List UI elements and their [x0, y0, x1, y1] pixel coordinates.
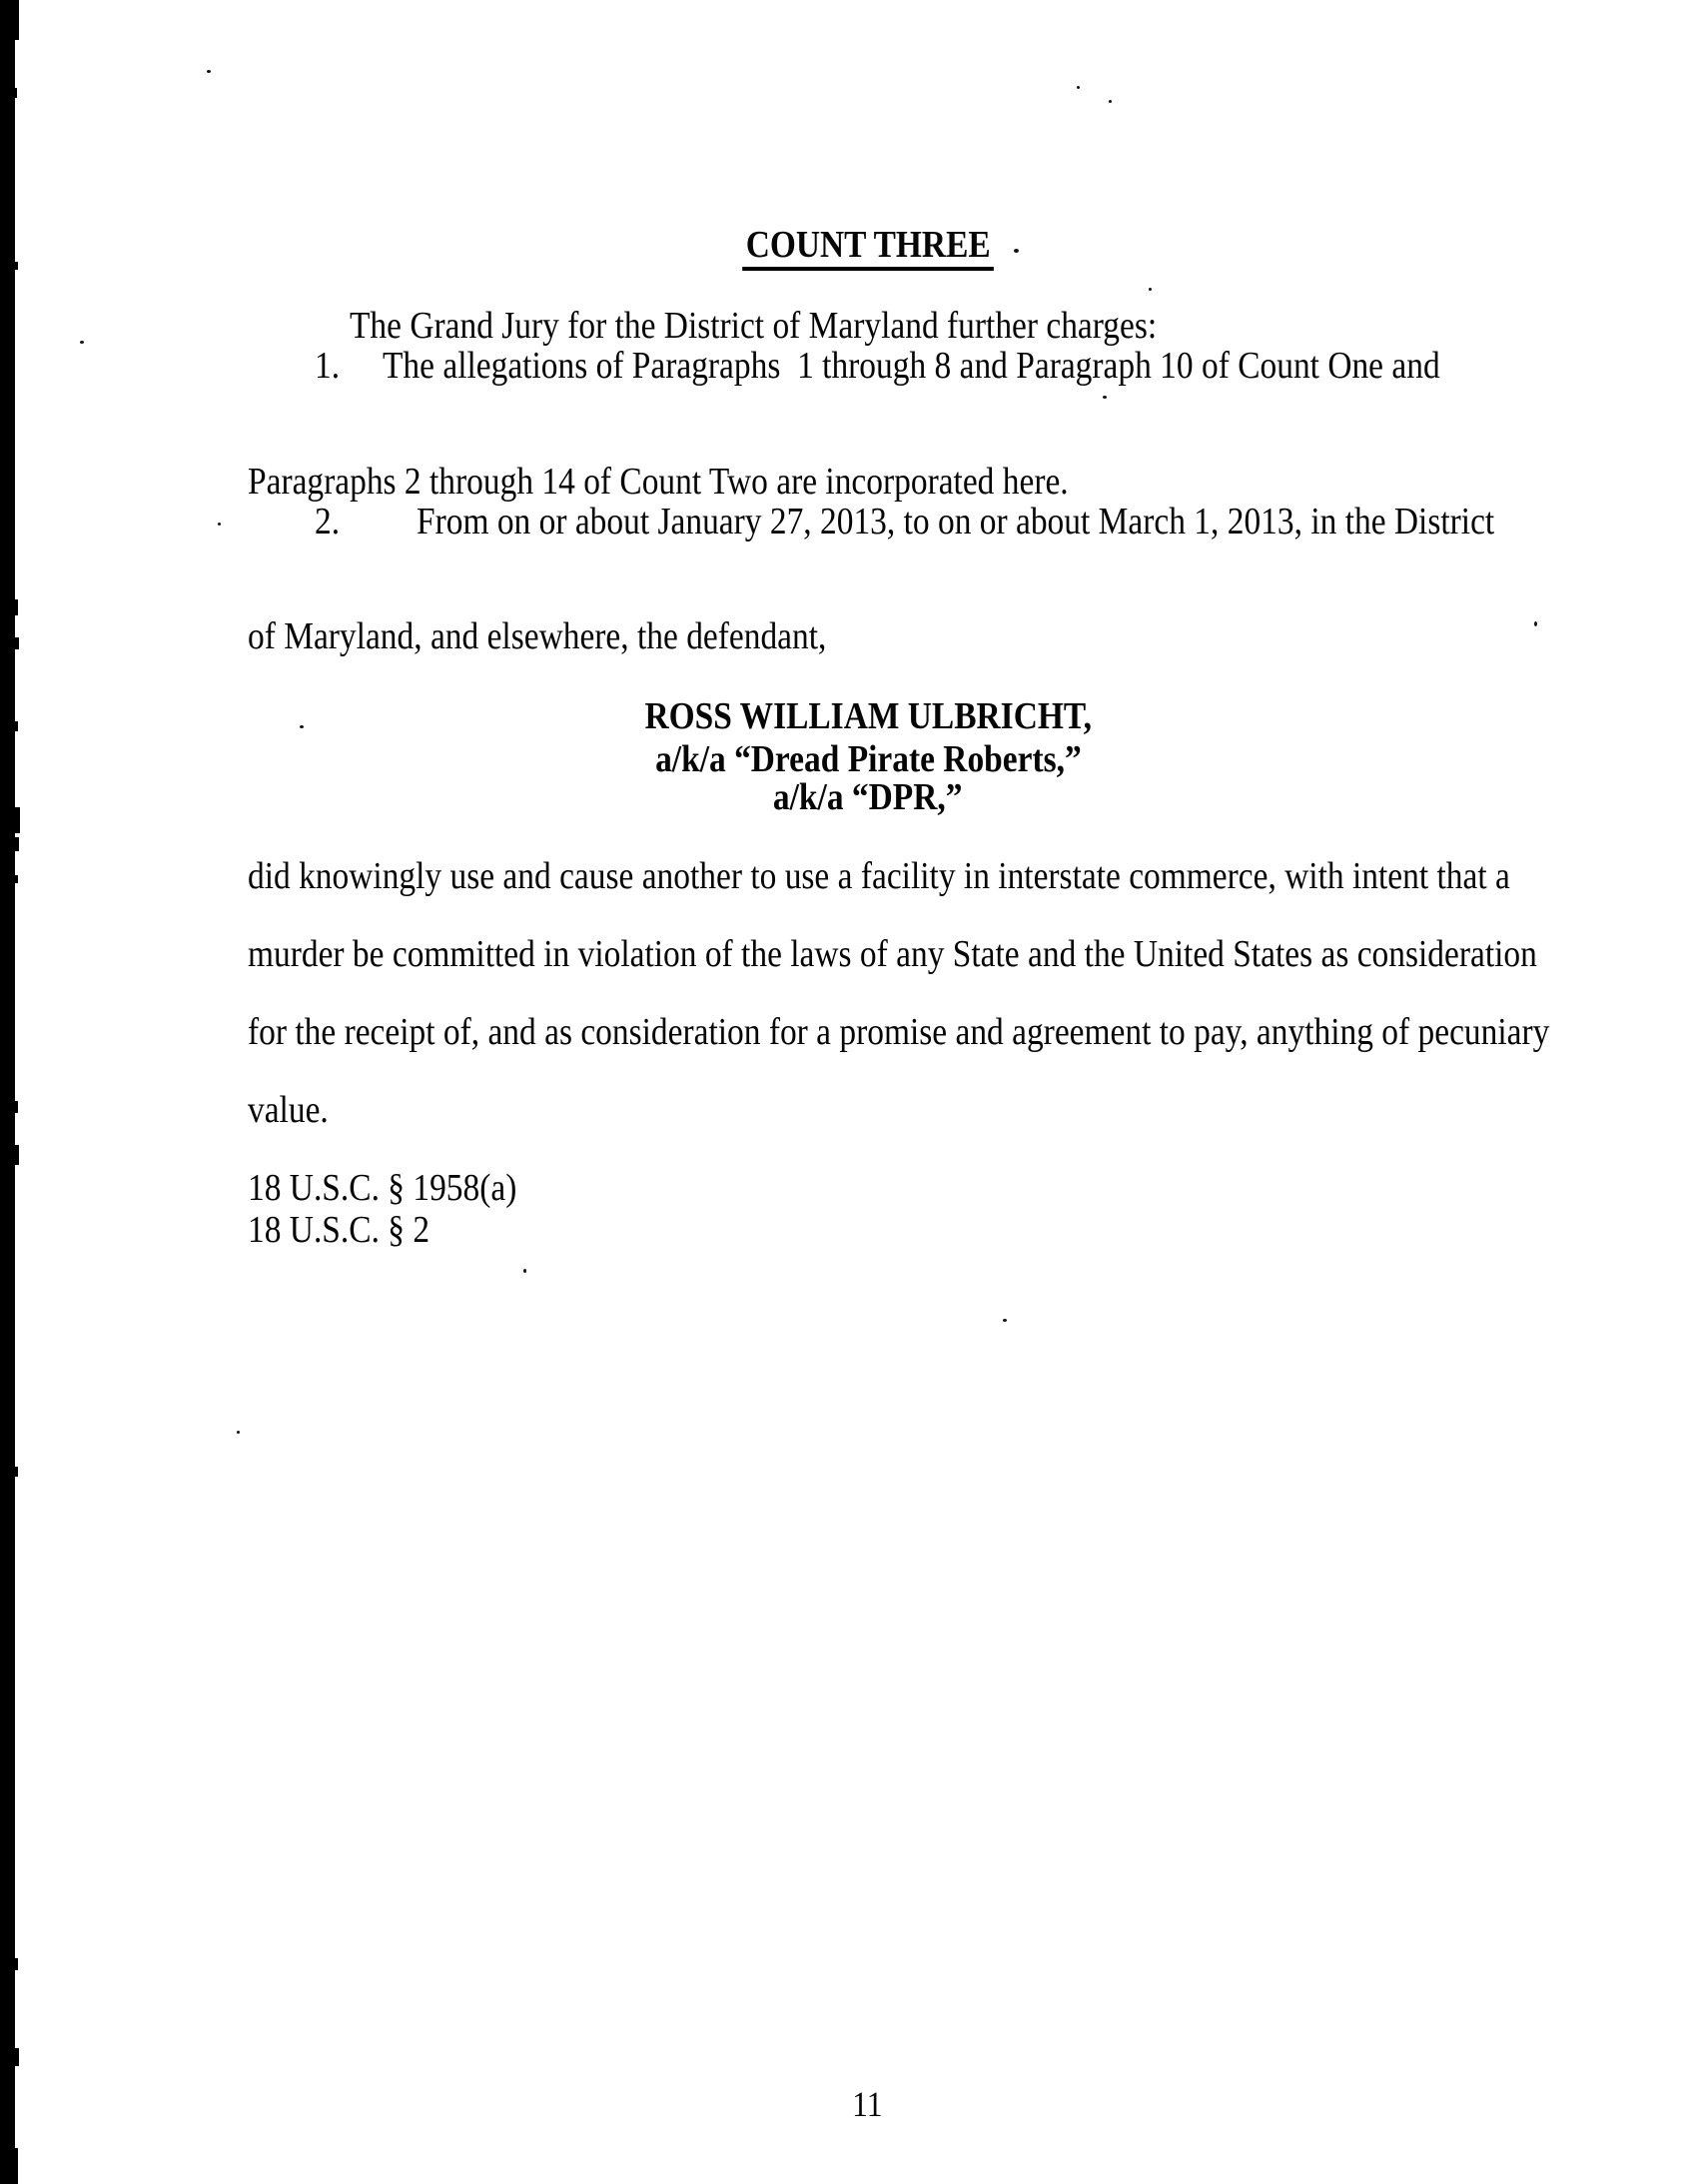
- paragraph-1-line-2: Paragraphs 2 through 14 of Count Two are incorporated here.: [248, 461, 1069, 503]
- defendant-aka-2: a/k/a “DPR,”: [773, 776, 963, 818]
- scan-speck: [207, 70, 211, 73]
- scan-speck: [1149, 288, 1152, 291]
- scan-speck: [80, 341, 84, 344]
- scan-speck: [237, 1431, 240, 1434]
- scan-edge-bump: [15, 88, 17, 98]
- scan-edge-bump: [15, 0, 19, 40]
- paragraph-1-number: 1.: [315, 345, 341, 387]
- scan-edge-bump: [15, 875, 18, 883]
- paragraph-2-number: 2.: [315, 501, 341, 543]
- scan-edge-bar: [0, 0, 15, 2184]
- charge-row-3: [210, 975, 1698, 1089]
- charge-line-1: did knowingly use and cause another to use a facility in interstate commerce, with intent that a: [248, 855, 1510, 897]
- scan-edge-bump: [15, 1467, 18, 1477]
- scan-edge-bump: [15, 1958, 18, 1970]
- scan-speck: [1014, 249, 1019, 253]
- statute-row-2: [210, 1173, 454, 1287]
- page-number: 11: [851, 2084, 883, 2124]
- scan-speck: [523, 1269, 526, 1273]
- defendant-aka-1: a/k/a “Dread Pirate Roberts,”: [654, 738, 1082, 780]
- paragraph-1-line-1: The allegations of Paragraphs 1 through 8 and Paragraph 10 of Count One and: [383, 345, 1440, 387]
- charge-line-4: value.: [248, 1089, 329, 1131]
- scan-speck: [1103, 396, 1107, 399]
- statute-citation-1: 18 U.S.C. § 1958(a): [248, 1167, 517, 1209]
- scan-speck: [218, 523, 221, 526]
- count-heading: COUNT THREE: [742, 226, 994, 271]
- scan-speck: [1003, 1319, 1007, 1322]
- scan-speck: [1534, 621, 1537, 626]
- scan-speck: [300, 725, 304, 728]
- intro-text: The Grand Jury for the District of Maryland further charges:: [350, 305, 1158, 347]
- scan-speck: [1077, 86, 1080, 89]
- paragraph-2-line-1: From on or about January 27, 2013, to on or about March 1, 2013, in the District: [417, 501, 1495, 543]
- charge-line-2: murder be committed in violation of the laws of any State and the United States as consideration: [248, 933, 1537, 975]
- scan-speck: [1109, 100, 1112, 103]
- paragraph-2-line-2: of Maryland, and elsewhere, the defendant,: [248, 615, 827, 657]
- scan-edge-bump: [15, 1145, 19, 1165]
- defendant-name: ROSS WILLIAM ULBRICHT,: [644, 695, 1092, 737]
- charge-line-3: for the receipt of, and as consideration for a promise and agreement to pay, anything of pecuniary: [248, 1011, 1550, 1053]
- page-number-row: [0, 2050, 1698, 2158]
- scan-edge-bump: [15, 1101, 18, 1113]
- statute-citation-2: 18 U.S.C. § 2: [248, 1209, 430, 1251]
